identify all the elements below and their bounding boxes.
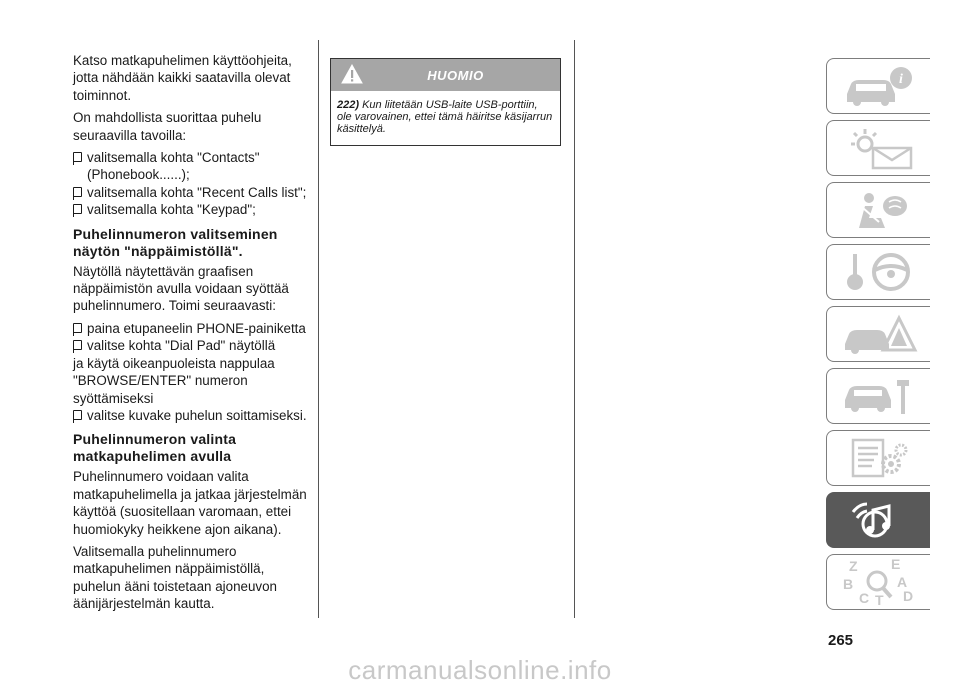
key-steering-icon xyxy=(839,250,919,294)
index-letter: B xyxy=(842,576,853,592)
svg-text:i: i xyxy=(898,72,903,87)
tab-multimedia[interactable] xyxy=(826,492,930,548)
bullet-icon xyxy=(73,152,82,162)
list-item-text: valitsemalla kohta "Contacts" (Phonebook......); xyxy=(87,150,260,183)
main-text-column xyxy=(73,52,313,618)
note-header xyxy=(331,59,560,91)
note-title: HUOMIO xyxy=(427,68,484,83)
index-letter: Z xyxy=(848,558,858,574)
airbag-seat-icon xyxy=(839,188,919,232)
warning-note-box xyxy=(330,58,561,146)
list-item xyxy=(73,201,313,218)
list-item-text: valitsemalla kohta "Keypad"; xyxy=(87,202,256,218)
column-divider xyxy=(574,40,575,618)
bullet-icon xyxy=(73,323,82,333)
heading-phone-dial: Puhelinnumeron valinta matkapuhelimen avulla xyxy=(73,431,237,465)
list-item xyxy=(73,337,313,354)
car-tools-icon xyxy=(839,374,919,418)
index-letter: A xyxy=(896,574,907,590)
index-letter: T xyxy=(874,592,884,607)
watermark: carmanualsonline.info xyxy=(348,655,612,685)
list-item-text: valitsemalla kohta "Recent Calls list"; xyxy=(87,184,307,200)
index-letter: C xyxy=(858,590,869,606)
bullet-icon xyxy=(73,187,82,197)
multimedia-music-icon xyxy=(839,498,919,542)
alphabet-index-icon xyxy=(839,557,919,607)
paragraph-call-methods: On mahdollista suorittaa puhelu seuraavilla tavoilla: xyxy=(73,110,262,143)
paragraph-audio-system: Valitsemalla puhelinnumero matkapuhelimen näppäimistöllä, puhelun ääni toistetaan ajoneuvon äänijärjestelmän kautta. xyxy=(73,543,278,612)
tab-starting-driving[interactable] xyxy=(826,244,930,300)
spec-list-gear-icon xyxy=(839,436,919,480)
dashboard-lights-icon xyxy=(839,126,919,170)
bullet-icon xyxy=(73,204,82,214)
tab-safety[interactable] xyxy=(826,182,930,238)
list-item xyxy=(73,149,313,184)
warning-triangle-icon xyxy=(839,312,919,356)
bullet-icon xyxy=(73,340,82,350)
heading-keypad-dial: Puhelinnumeron valitseminen näytön "näppäimistöllä". xyxy=(73,225,278,259)
page-number: 265 xyxy=(828,632,854,649)
list-item xyxy=(73,320,313,337)
paragraph-keypad: Näytöllä näytettävän graafisen näppäimistön avulla voidaan syöttää puhelinnumero. Toimi seuraavasti: xyxy=(73,263,289,314)
index-letter: D xyxy=(902,588,913,604)
list-item-text: valitse kuvake puhelun soittamiseksi. xyxy=(87,407,307,423)
tab-emergency[interactable] xyxy=(826,306,930,362)
list-item xyxy=(73,184,313,201)
note-number: 222) xyxy=(337,99,360,111)
tab-maintenance[interactable] xyxy=(826,368,930,424)
list-item xyxy=(73,407,313,424)
bullet-icon xyxy=(73,410,82,420)
paragraph-phone-dial: Puhelinnumero voidaan valita matkapuhelimella ja jatkaa järjestelmän käyttöä (suositellaan varomaan, ettei huomiokyky heikkene ajon aikana). xyxy=(73,469,307,537)
index-letter: E xyxy=(890,557,900,572)
paragraph-browse-enter: ja käytä oikeanpuoleista nappulaa "BROWSE/ENTER" numeron syöttämiseksi xyxy=(73,355,275,406)
list-item-text: paina etupaneelin PHONE-painiketta xyxy=(87,320,306,336)
note-text: Kun liitetään USB-laite USB-porttiin, ole varovainen, ettei tämä häiritse käsijarrun käsittelyä. xyxy=(337,99,553,135)
tab-car-info[interactable] xyxy=(826,58,930,114)
tab-dashboard-lights[interactable] xyxy=(826,120,930,176)
column-divider xyxy=(318,40,319,618)
note-body xyxy=(331,91,560,135)
tab-technical-data[interactable] xyxy=(826,430,930,486)
paragraph-intro: Katso matkapuhelimen käyttöohjeita, jotta nähdään kaikki saatavilla olevat toiminnot. xyxy=(73,53,292,103)
list-item-text: valitse kohta "Dial Pad" näytöllä xyxy=(87,338,276,354)
car-info-icon xyxy=(839,64,919,108)
tab-alphabetical-index[interactable] xyxy=(826,554,930,610)
